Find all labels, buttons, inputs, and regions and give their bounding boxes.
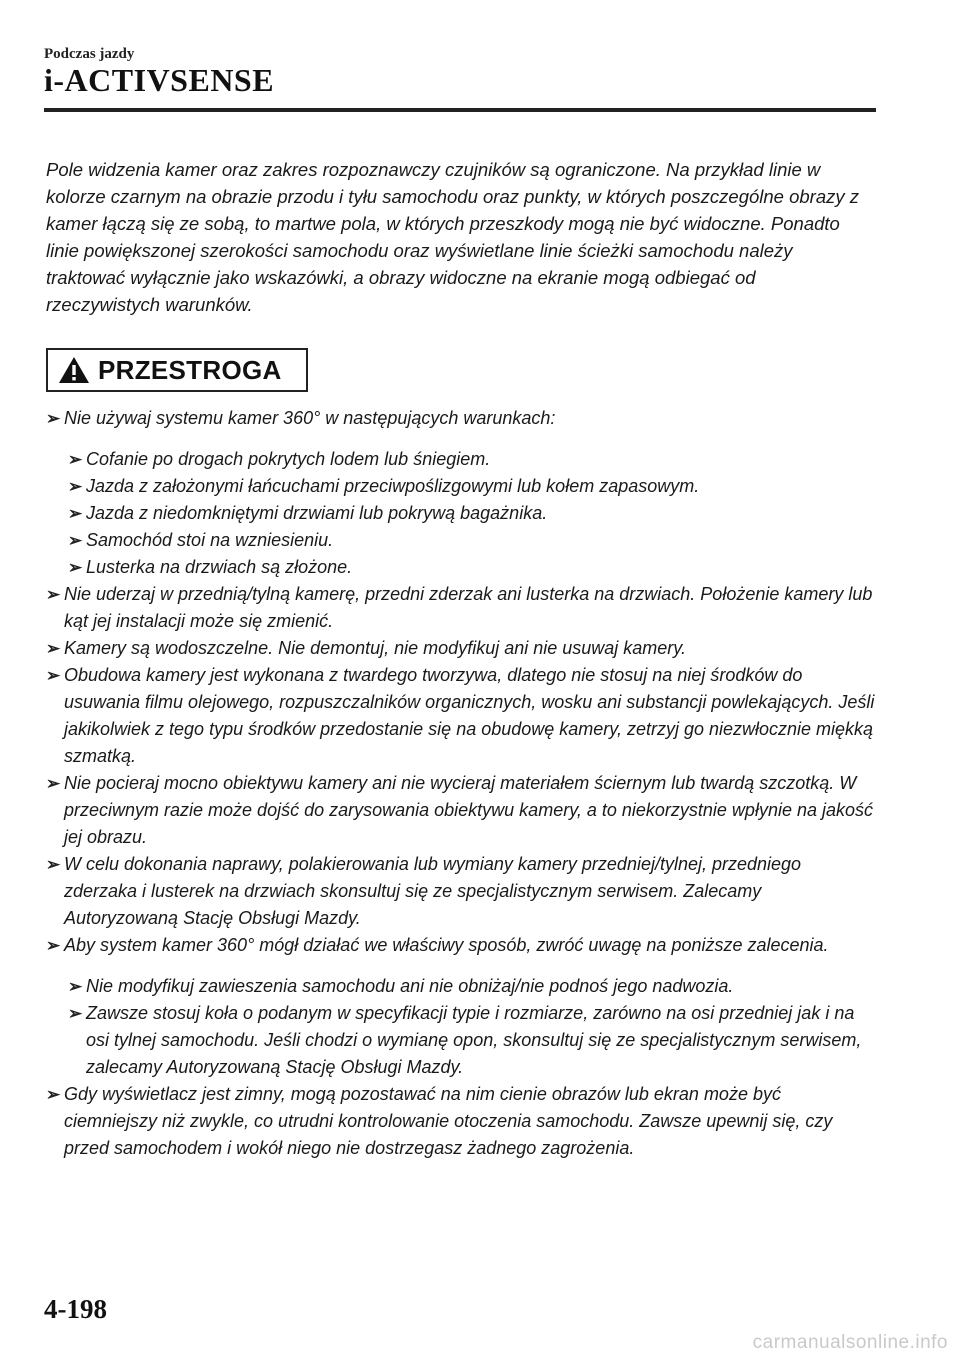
list-item: ➢ Kamery są wodoszczelne. Nie demontuj, nie modyfikuj ani nie usuwaj kamery. — [46, 635, 876, 662]
arrow-bullet-icon: ➢ — [46, 774, 61, 793]
list-item: ➢ Nie uderzaj w przednią/tylną kamerę, przedni zderzak ani lusterka na drzwiach. Położenie kamery lub kąt jej instalacji może się zmienić. — [46, 581, 876, 635]
list-item: ➢ Lusterka na drzwiach są złożone. — [68, 554, 876, 581]
list-item: ➢ Aby system kamer 360° mógł działać we właściwy sposób, zwróć uwagę na poniższe zalecenia. — [46, 932, 876, 959]
list-item: ➢ Nie używaj systemu kamer 360° w następujących warunkach: — [46, 405, 876, 432]
list-item: ➢ Cofanie po drogach pokrytych lodem lub śniegiem. — [68, 446, 876, 473]
list-item: ➢ Obudowa kamery jest wykonana z twardego tworzywa, dlatego nie stosuj na niej środków do usuwania filmu olejowego, rozpuszczalników organicznych, wosku ani substancji powlekających. Jeśli jakikolwiek z tego typu środków przedostanie się na obudowę kamery, zetrzyj go niezwłocznie miękką szmatką. — [46, 662, 876, 770]
arrow-bullet-icon: ➢ — [46, 1085, 61, 1104]
caution-box — [46, 348, 308, 392]
page-title: i-ACTIVSENSE — [44, 62, 275, 98]
section-header: Podczas jazdy — [44, 46, 135, 62]
arrow-bullet-icon: ➢ — [46, 936, 61, 955]
arrow-bullet-icon: ➢ — [68, 531, 83, 550]
arrow-bullet-icon: ➢ — [46, 409, 61, 428]
arrow-bullet-icon: ➢ — [68, 558, 83, 577]
arrow-bullet-icon: ➢ — [46, 585, 61, 604]
arrow-bullet-icon: ➢ — [46, 666, 61, 685]
arrow-bullet-icon: ➢ — [68, 477, 83, 496]
header-rule — [44, 108, 876, 112]
list-item: ➢ Jazda z niedomkniętymi drzwiami lub pokrywą bagażnika. — [68, 500, 876, 527]
arrow-bullet-icon: ➢ — [68, 504, 83, 523]
watermark: carmanualsonline.info — [752, 1332, 948, 1353]
list-item: ➢ Zawsze stosuj koła o podanym w specyfikacji typie i rozmiarze, zarówno na osi przedniej jak i na osi tylnej samochodu. Jeśli chodzi o wymianę opon, skonsultuj się ze specjalistycznym serwisem, zalecamy Autoryzowaną Stację Obsługi Mazdy. — [68, 1000, 876, 1081]
list-item: ➢ Nie modyfikuj zawieszenia samochodu ani nie obniżaj/nie podnoś jego nadwozia. — [68, 973, 876, 1000]
list-item: ➢ Samochód stoi na wzniesieniu. — [68, 527, 876, 554]
arrow-bullet-icon: ➢ — [68, 450, 83, 469]
page-number: 4-198 — [44, 1294, 107, 1324]
caution-list — [46, 405, 876, 1162]
list-item: ➢ Nie pocieraj mocno obiektywu kamery ani nie wycieraj materiałem ściernym lub twardą szczotką. W przeciwnym razie może dojść do zarysowania obiektywu kamery, a to niekorzystnie wpłynie na jakość jej obrazu. — [46, 770, 876, 851]
warning-triangle-icon — [58, 356, 90, 384]
intro-paragraph: Pole widzenia kamer oraz zakres rozpoznawczy czujników są ograniczone. Na przykład linie w kolorze czarnym na obrazie przodu i tyłu samochodu oraz punkty, w których poszczególne obrazy z kamer łączą się ze sobą, to martwe pola, w których przeszkody mogą nie być widoczne. Ponadto linie powiększonej szerokości samochodu oraz wyświetlane linie ścieżki samochodu należy traktować wyłącznie jako wskazówki, a obrazy widoczne na ekranie mogą odbiegać od rzeczywistych warunków. — [46, 159, 860, 315]
arrow-bullet-icon: ➢ — [46, 639, 61, 658]
arrow-bullet-icon: ➢ — [68, 1004, 83, 1023]
list-item: ➢ Gdy wyświetlacz jest zimny, mogą pozostawać na nim cienie obrazów lub ekran może być ciemniejszy niż zwykle, co utrudni kontrolowanie otoczenia samochodu. Zawsze upewnij się, czy przed samochodem i wokół niego nie dostrzegasz żadnego zagrożenia. — [46, 1081, 876, 1162]
arrow-bullet-icon: ➢ — [46, 855, 61, 874]
list-item: ➢ Jazda z założonymi łańcuchami przeciwpoślizgowymi lub kołem zapasowym. — [68, 473, 876, 500]
list-item: ➢ W celu dokonania naprawy, polakierowania lub wymiany kamery przedniej/tylnej, przedniego zderzaka i lusterek na drzwiach skonsultuj się ze specjalistycznym serwisem. Zalecamy Autoryzowaną Stację Obsługi Mazdy. — [46, 851, 876, 932]
caution-label: PRZESTROGA — [98, 354, 282, 385]
arrow-bullet-icon: ➢ — [68, 977, 83, 996]
